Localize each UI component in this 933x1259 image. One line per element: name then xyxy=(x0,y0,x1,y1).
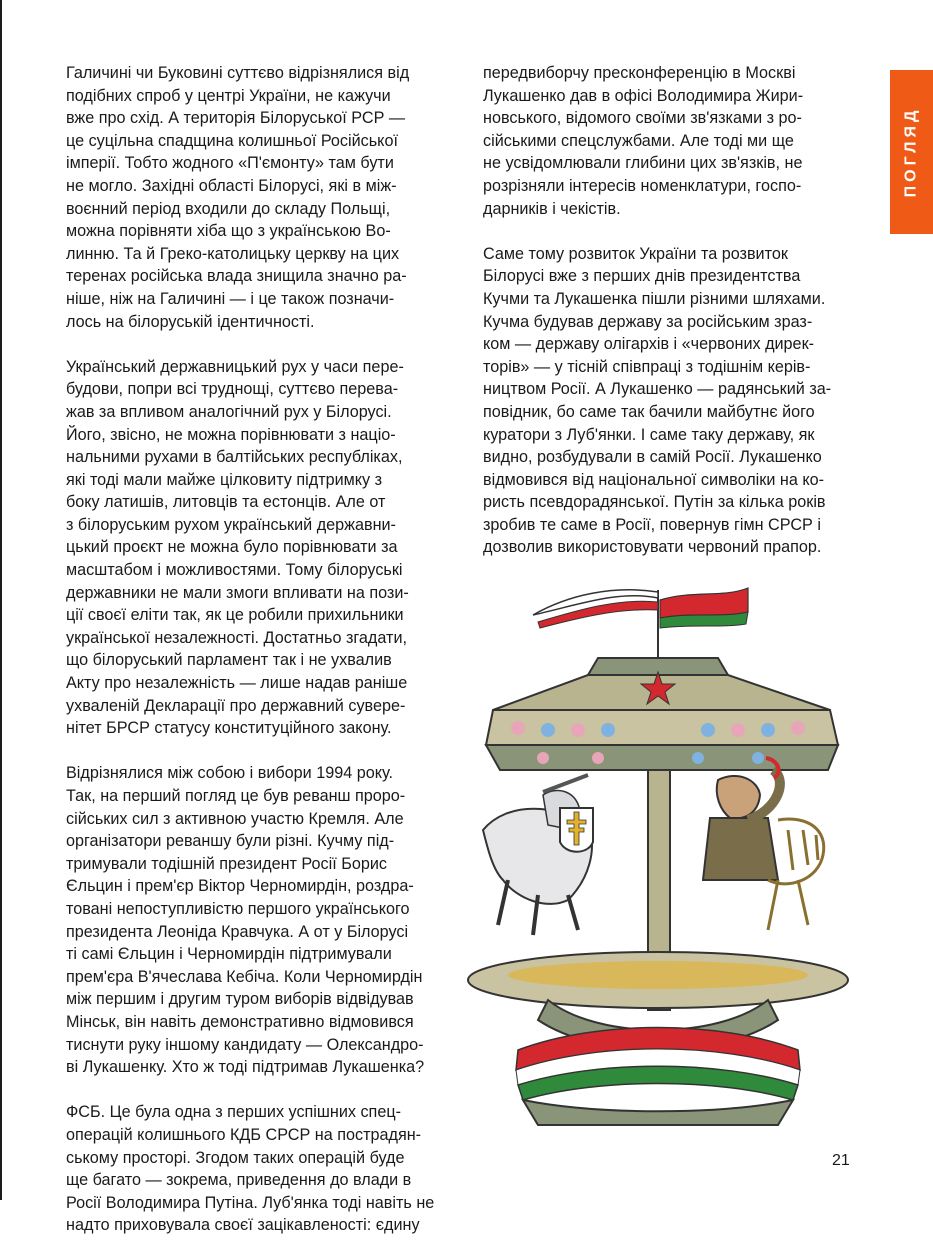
text-line: масштабом і можливостями. Тому білоруські xyxy=(66,561,403,580)
text-line: між першим і другим туром виборів відвідував xyxy=(66,990,414,1009)
text-line: що білоруський парламент так і не ухвалив xyxy=(66,651,392,670)
carousel-illustration xyxy=(448,580,888,1140)
section-tab xyxy=(890,70,933,234)
text-line: теренах російська влада знищила значно ра- xyxy=(66,267,407,286)
text-line: ському просторі. Згодом таких операцій буде xyxy=(66,1148,405,1167)
text-line: Так, на перший погляд це був реванш проро- xyxy=(66,787,406,805)
text-line: видно, розбудували в самій Росії. Лукашенко xyxy=(483,448,822,467)
text-line: товані непоступливістю першого українського xyxy=(66,899,410,918)
text-line: організатори реваншу були різні. Кучму під- xyxy=(66,832,395,851)
right-text-column xyxy=(483,62,853,582)
text-line: з білоруським рухом український державни- xyxy=(66,515,396,534)
text-line: Єльцин і прем'єр Віктор Черномирдін, роздра- xyxy=(66,877,414,896)
text-line: операцій колишнього КДБ СРСР на пострадян- xyxy=(66,1125,422,1144)
text-line: куратори з Луб'янки. І саме таку державу, як xyxy=(483,425,815,444)
text-line: Акту про незалежність — лише надав раніше xyxy=(66,674,408,693)
text-line: тиснути руку іншому кандидату — Олександро- xyxy=(66,1035,424,1054)
text-line: які тоді мали майже цілковиту підтримку з xyxy=(66,470,383,489)
text-line: передвиборчу пресконференцію в Москві xyxy=(483,64,796,82)
text-line: Лукашенко дав в офісі Володимира Жири- xyxy=(483,86,804,105)
text-line: ухваленій Декларації про державний сувере- xyxy=(66,696,406,715)
text-line: ництвом Росії. А Лукашенко — радянський за- xyxy=(483,380,832,399)
page-number: 21 xyxy=(832,1152,850,1169)
text-line: розрізняли інтересів номенклатури, госпо- xyxy=(483,176,802,195)
text-paragraph xyxy=(66,62,436,333)
text-line: відмовився від національної символіки на ко- xyxy=(483,470,824,489)
text-line: Галичині чи Буковині суттєво відрізнялися від xyxy=(66,64,410,82)
text-line: української незалежності. Достатньо згадати, xyxy=(66,628,407,647)
text-line: надто приховувала своєї зацікавленості: єдину xyxy=(66,1216,420,1235)
text-paragraph xyxy=(483,243,853,559)
text-line: сійських сил з активною участю Кремля. Але xyxy=(66,809,404,828)
text-line: цький проєкт не можна було порівнювати за xyxy=(66,538,398,557)
text-line: Український державницький рух у часи пере- xyxy=(66,357,404,376)
text-line: імперії. Тобто жодного «П'ємонту» там бути xyxy=(66,154,394,173)
text-line: нітет БРСР статусу конституційного закону. xyxy=(66,719,392,738)
text-line: Мінськ, він навіть демонстративно відмовився xyxy=(66,1012,414,1031)
text-paragraph xyxy=(66,1101,436,1237)
text-line: Кучми та Лукашенка пішли різними шляхами. xyxy=(483,289,826,308)
text-line: вже про схід. А територія Білоруської РСР — xyxy=(66,109,406,128)
text-line: сійськими спецслужбами. Але тоді ми ще xyxy=(483,131,794,150)
text-line: це суцільна спадщина колишньої Російської xyxy=(66,131,398,150)
text-line: зробив те саме в Росії, повернув гімн СРСР і xyxy=(483,515,821,534)
knight-rider xyxy=(483,775,593,935)
text-line: Саме тому розвиток України та розвиток xyxy=(483,244,788,263)
text-line: линню. Та й Греко-католицьку церкву на цих xyxy=(66,244,400,263)
left-text-column xyxy=(66,62,436,1259)
text-line: дозволив використовувати червоний прапор. xyxy=(483,538,822,557)
carousel-platform xyxy=(468,952,848,1125)
text-line: прем'єра В'ячеслава Кебіча. Коли Черномирдін xyxy=(66,967,423,986)
text-line: Його, звісно, не можна порівнювати з націо- xyxy=(66,425,396,444)
text-line: повідник, бо саме так бачили майбутнє його xyxy=(483,402,815,421)
text-line: торів» — у тісній співпраці з тодішнім керів- xyxy=(483,357,811,376)
man-rider xyxy=(703,758,824,930)
text-line: нальними рухами в балтійських республіках, xyxy=(66,448,403,467)
text-line: боку латишів, литовців та естонців. Але от xyxy=(66,493,386,512)
text-line: можна порівняти хіба що з українською Во- xyxy=(66,222,391,241)
text-line: дарників і чекістів. xyxy=(483,199,621,218)
text-line: ком — державу олігархів і «червоних дирек- xyxy=(483,335,815,354)
text-line: подібних спроб у центрі України, не кажучи xyxy=(66,86,391,105)
text-line: не усвідомлювали глибини цих зв'язків, не xyxy=(483,154,803,173)
text-line: лось на білоруській ідентичності. xyxy=(66,312,315,331)
text-line: не могло. Західні області Білорусі, які в між- xyxy=(66,176,397,195)
text-paragraph xyxy=(66,762,436,1078)
text-line: державники не мали змоги впливати на пози- xyxy=(66,583,409,602)
text-paragraph xyxy=(483,62,853,220)
page-edge-line xyxy=(0,0,2,1200)
text-line: ніше, ніж на Галичині — і це також позначи- xyxy=(66,289,395,308)
text-paragraph xyxy=(66,356,436,740)
text-line: ції своєї еліти так, як це робили прихильники xyxy=(66,606,404,625)
text-line: тримували тодішній президент Росії Борис xyxy=(66,854,387,873)
text-line: Відрізнялися між собою і вибори 1994 року. xyxy=(66,764,393,783)
text-line: ві Лукашенку. Хто ж тоді підтримав Лукашенка? xyxy=(66,1058,425,1077)
text-line: Росії Володимира Путіна. Луб'янка тоді навіть не xyxy=(66,1193,435,1212)
pole-flags xyxy=(533,588,748,665)
carousel-canopy xyxy=(486,658,838,770)
text-line: президента Леоніда Кравчука. А от у Білорусі xyxy=(66,922,409,941)
text-line: ті самі Єльцин і Черномирдін підтримували xyxy=(66,945,392,964)
text-line: Кучма будував державу за російським зраз- xyxy=(483,312,813,331)
section-tab-label: ПОГЛЯД xyxy=(902,106,920,198)
text-line: будови, попри всі труднощі, суттєво перева- xyxy=(66,380,399,399)
text-line: Білорусі вже з перших днів президентства xyxy=(483,267,801,286)
text-line: ФСБ. Це була одна з перших успішних спец- xyxy=(66,1103,401,1122)
text-line: ристь псевдорадянської. Путін за кілька років xyxy=(483,493,826,512)
text-line: воєнний період входили до складу Польщі, xyxy=(66,199,391,218)
text-line: новського, відомого своїми зв'язками з ро- xyxy=(483,109,802,128)
text-line: жав за впливом аналогічний рух у Білорусі. xyxy=(66,402,392,421)
text-line: ще багато — зокрема, приведення до влади в xyxy=(66,1171,412,1190)
